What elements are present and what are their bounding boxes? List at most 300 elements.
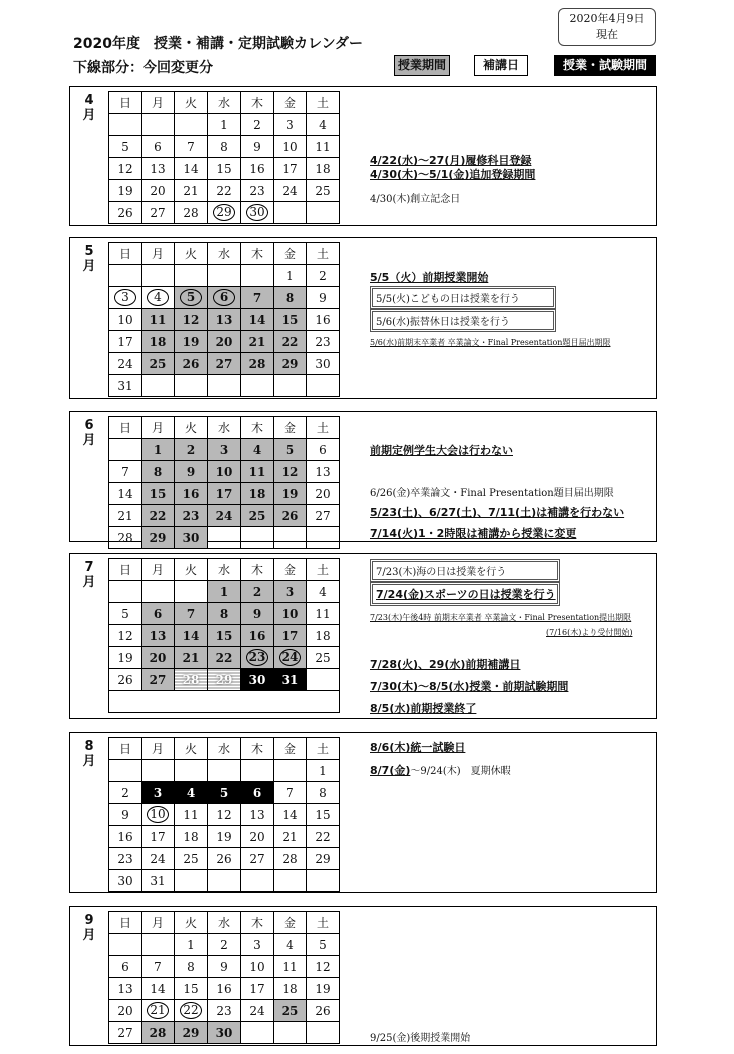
day-cell: 22 [142, 505, 175, 527]
weekday-header: 水 [208, 243, 241, 265]
day-cell: 23 [208, 1000, 241, 1022]
day-cell: 30 [307, 353, 340, 375]
month-label: 8月 [82, 739, 96, 769]
note: 4/30(木)創立記念日 [370, 194, 461, 205]
day-cell: 24 [208, 505, 241, 527]
note: 8/6(木)統一試験日 [370, 741, 466, 754]
day-cell: 2 [241, 581, 274, 603]
empty-cell [241, 527, 274, 549]
day-cell: 9 [109, 804, 142, 826]
day-cell: 17 [274, 625, 307, 647]
weekday-header: 木 [241, 738, 274, 760]
day-cell: 12 [175, 309, 208, 331]
weekday-header: 金 [274, 243, 307, 265]
day-cell [208, 202, 241, 224]
weekday-header: 金 [274, 738, 307, 760]
day-cell: 9 [241, 603, 274, 625]
day-cell: 25 [175, 848, 208, 870]
day-cell: 25 [274, 1000, 307, 1022]
weekday-header: 土 [307, 912, 340, 934]
empty-cell [241, 1022, 274, 1044]
note: 4/22(水)～27(月)履修科目登録 [370, 154, 532, 167]
weekday-header: 土 [307, 738, 340, 760]
day-cell: 6 [241, 782, 274, 804]
day-cell: 23 [241, 180, 274, 202]
day-cell: 10 [274, 603, 307, 625]
weekday-header: 土 [307, 417, 340, 439]
calendar-grid [108, 242, 340, 397]
day-cell: 7 [142, 956, 175, 978]
day-cell: 7 [175, 136, 208, 158]
day-cell: 6 [109, 956, 142, 978]
day-cell: 29 [307, 848, 340, 870]
day-cell: 15 [175, 978, 208, 1000]
day-cell: 10 [241, 956, 274, 978]
day-cell: 9 [307, 287, 340, 309]
empty-cell [241, 760, 274, 782]
day-cell: 14 [175, 625, 208, 647]
day-cell: 19 [208, 826, 241, 848]
day-cell: 3 [274, 581, 307, 603]
notes-september [370, 907, 656, 1045]
empty-cell [274, 202, 307, 224]
day-cell: 30 [241, 669, 274, 691]
day-cell: 12 [208, 804, 241, 826]
day-cell: 15 [142, 483, 175, 505]
weekday-header: 火 [175, 559, 208, 581]
day-cell: 29 [142, 527, 175, 549]
empty-cell [274, 375, 307, 397]
day-cell: 16 [241, 625, 274, 647]
day-cell: 20 [241, 826, 274, 848]
empty-cell [307, 1022, 340, 1044]
empty-cell [175, 114, 208, 136]
day-cell: 14 [274, 804, 307, 826]
day-cell: 9 [241, 136, 274, 158]
day-cell: 1 [175, 934, 208, 956]
day-cell: 21 [175, 180, 208, 202]
day-cell: 11 [175, 804, 208, 826]
day-cell: 21 [274, 826, 307, 848]
day-cell: 24 [142, 848, 175, 870]
circled-day: 24 [279, 649, 301, 666]
calendar-grid [108, 737, 340, 892]
note: 7/24(金)スポーツの日は授業を行う [370, 582, 560, 606]
day-cell: 2 [241, 114, 274, 136]
day-cell: 5 [109, 136, 142, 158]
day-cell: 4 [307, 114, 340, 136]
day-cell: 26 [175, 353, 208, 375]
day-cell: 10 [208, 461, 241, 483]
empty-cell [307, 669, 340, 691]
day-cell: 25 [241, 505, 274, 527]
weekday-header: 日 [109, 92, 142, 114]
day-cell: 26 [307, 1000, 340, 1022]
empty-row [109, 691, 340, 713]
day-cell: 8 [208, 136, 241, 158]
day-cell: 11 [307, 136, 340, 158]
day-cell: 7 [109, 461, 142, 483]
day-cell: 10 [109, 309, 142, 331]
day-cell: 14 [142, 978, 175, 1000]
day-cell: 9 [175, 461, 208, 483]
weekday-header: 月 [142, 912, 175, 934]
empty-cell [142, 114, 175, 136]
day-cell: 7 [175, 603, 208, 625]
day-cell: 26 [109, 669, 142, 691]
month-june [69, 411, 657, 545]
day-cell: 1 [208, 114, 241, 136]
note: 4/30(木)～5/1(金)追加登録期間 [370, 168, 536, 181]
note: (7/16(木)より受付開始) [546, 628, 633, 637]
empty-cell [274, 760, 307, 782]
day-cell: 19 [109, 647, 142, 669]
day-cell: 18 [175, 826, 208, 848]
day-cell: 13 [142, 158, 175, 180]
note: 7/28(火)、29(水)前期補講日 [370, 658, 521, 671]
day-cell: 15 [208, 158, 241, 180]
empty-cell [307, 527, 340, 549]
day-cell: 28 [175, 202, 208, 224]
empty-cell [274, 870, 307, 892]
day-cell: 27 [208, 353, 241, 375]
day-cell: 15 [208, 625, 241, 647]
day-cell: 8 [208, 603, 241, 625]
note: 5/6(水)前期末卒業者 卒業論文・Final Presentation題目届出期限 [370, 338, 611, 347]
day-cell: 6 [307, 439, 340, 461]
day-cell: 7 [241, 287, 274, 309]
day-cell [175, 287, 208, 309]
weekday-header: 月 [142, 559, 175, 581]
day-cell: 8 [142, 461, 175, 483]
day-cell: 20 [142, 180, 175, 202]
day-cell: 25 [142, 353, 175, 375]
empty-cell [109, 581, 142, 603]
note: 8/5(水)前期授業終了 [370, 702, 477, 715]
note: 5/6(水)振替休日は授業を行う [370, 309, 556, 332]
weekday-header: 月 [142, 738, 175, 760]
weekday-header: 火 [175, 417, 208, 439]
calendar-grid [108, 416, 340, 549]
empty-cell [109, 114, 142, 136]
month-august [69, 732, 657, 893]
empty-cell [142, 760, 175, 782]
empty-cell [109, 439, 142, 461]
date-line: 2020年4月9日 [569, 12, 645, 25]
empty-cell [307, 870, 340, 892]
day-cell: 26 [274, 505, 307, 527]
day-cell: 11 [241, 461, 274, 483]
note: 7/14(火)1・2時限は補講から授業に変更 [370, 527, 577, 540]
notes-may [370, 238, 656, 398]
day-cell: 26 [208, 848, 241, 870]
day-cell: 24 [274, 180, 307, 202]
weekday-header: 土 [307, 559, 340, 581]
weekday-header: 水 [208, 738, 241, 760]
day-cell: 6 [142, 136, 175, 158]
empty-cell [175, 265, 208, 287]
day-cell: 1 [274, 265, 307, 287]
note-text: ～9/24(木) 夏期休暇 [410, 766, 511, 777]
weekday-header: 土 [307, 243, 340, 265]
day-cell: 17 [241, 978, 274, 1000]
day-cell: 15 [274, 309, 307, 331]
day-cell: 18 [241, 483, 274, 505]
day-cell: 16 [241, 158, 274, 180]
page-title: 2020年度 授業・補講・定期試験カレンダー [73, 36, 364, 52]
empty-cell [208, 527, 241, 549]
day-cell: 15 [307, 804, 340, 826]
day-cell: 16 [208, 978, 241, 1000]
weekday-header: 火 [175, 738, 208, 760]
day-cell: 22 [307, 826, 340, 848]
day-cell: 14 [109, 483, 142, 505]
day-cell: 3 [208, 439, 241, 461]
legend-class-period: 授業期間 [394, 55, 450, 76]
day-cell: 18 [307, 625, 340, 647]
empty-cell [274, 1022, 307, 1044]
page-subtitle: 下線部分：今回変更分 [73, 60, 213, 76]
note: 5/23(土)、6/27(土)、7/11(土)は補講を行わない [370, 506, 625, 519]
day-cell: 28 [109, 527, 142, 549]
day-cell: 20 [208, 331, 241, 353]
day-cell: 2 [109, 782, 142, 804]
day-cell: 13 [109, 978, 142, 1000]
circled-day: 6 [213, 289, 235, 306]
day-cell: 27 [142, 202, 175, 224]
day-cell: 27 [241, 848, 274, 870]
empty-cell [241, 870, 274, 892]
day-cell: 13 [241, 804, 274, 826]
circled-day: 29 [213, 204, 235, 221]
day-cell: 5 [274, 439, 307, 461]
notes-june [370, 412, 656, 541]
day-cell [241, 647, 274, 669]
notes-august [370, 733, 656, 892]
circled-day: 3 [114, 289, 136, 306]
day-cell: 11 [142, 309, 175, 331]
day-cell: 8 [175, 956, 208, 978]
empty-cell [241, 265, 274, 287]
day-cell: 30 [175, 527, 208, 549]
day-cell: 8 [274, 287, 307, 309]
day-cell: 25 [307, 180, 340, 202]
empty-cell [307, 375, 340, 397]
day-cell: 20 [109, 1000, 142, 1022]
weekday-header: 木 [241, 559, 274, 581]
day-cell: 12 [274, 461, 307, 483]
day-cell: 29 [208, 669, 241, 691]
circled-day: 5 [180, 289, 202, 306]
note: 6/26(金)卒業論文・Final Presentation題目届出期限 [370, 488, 614, 499]
day-cell: 24 [109, 353, 142, 375]
day-cell [142, 287, 175, 309]
weekday-header: 日 [109, 417, 142, 439]
empty-cell [142, 265, 175, 287]
day-cell: 4 [175, 782, 208, 804]
weekday-header: 木 [241, 92, 274, 114]
day-cell: 28 [241, 353, 274, 375]
day-cell: 31 [274, 669, 307, 691]
day-cell: 2 [208, 934, 241, 956]
day-cell: 16 [307, 309, 340, 331]
day-cell: 6 [142, 603, 175, 625]
circled-day: 4 [147, 289, 169, 306]
weekday-header: 日 [109, 243, 142, 265]
day-cell: 1 [307, 760, 340, 782]
day-cell: 5 [208, 782, 241, 804]
note: 7/23(木)海の日は授業を行う [370, 559, 560, 582]
day-cell: 12 [109, 625, 142, 647]
day-cell: 17 [274, 158, 307, 180]
day-cell: 31 [142, 870, 175, 892]
weekday-header: 水 [208, 912, 241, 934]
day-cell [142, 804, 175, 826]
day-cell [208, 287, 241, 309]
day-cell: 22 [208, 647, 241, 669]
day-cell: 30 [208, 1022, 241, 1044]
month-label: 9月 [82, 913, 96, 943]
circled-day: 22 [180, 1002, 202, 1019]
weekday-header: 水 [208, 417, 241, 439]
weekday-header: 火 [175, 912, 208, 934]
calendar-grid [108, 558, 340, 713]
day-cell: 30 [109, 870, 142, 892]
empty-cell [208, 760, 241, 782]
day-cell: 23 [109, 848, 142, 870]
empty-cell [175, 375, 208, 397]
weekday-header: 金 [274, 912, 307, 934]
day-cell: 8 [307, 782, 340, 804]
day-cell: 19 [175, 331, 208, 353]
empty-cell [208, 375, 241, 397]
day-cell: 13 [208, 309, 241, 331]
day-cell: 20 [142, 647, 175, 669]
note: 9/25(金)後期授業開始 [370, 1033, 471, 1044]
weekday-header: 木 [241, 912, 274, 934]
day-cell: 14 [175, 158, 208, 180]
note: 5/5(火)こどもの日は授業を行う [370, 286, 556, 309]
day-cell: 3 [274, 114, 307, 136]
day-cell: 11 [307, 603, 340, 625]
empty-cell [109, 265, 142, 287]
note: 7/30(木)～8/5(水)授業・前期試験期間 [370, 680, 569, 693]
weekday-header: 木 [241, 417, 274, 439]
day-cell: 29 [175, 1022, 208, 1044]
month-label: 5月 [82, 244, 96, 274]
day-cell: 3 [241, 934, 274, 956]
day-cell: 2 [175, 439, 208, 461]
month-label: 6月 [82, 418, 96, 448]
day-cell: 17 [208, 483, 241, 505]
day-cell: 18 [142, 331, 175, 353]
day-cell: 9 [208, 956, 241, 978]
day-cell: 19 [307, 978, 340, 1000]
weekday-header: 月 [142, 417, 175, 439]
day-cell: 4 [274, 934, 307, 956]
day-cell: 22 [274, 331, 307, 353]
legend-exam-period: 授業・試験期間 [554, 55, 656, 76]
note-highlight: 8/7(金) [370, 764, 411, 777]
empty-cell [142, 375, 175, 397]
day-cell: 14 [241, 309, 274, 331]
weekday-header: 日 [109, 738, 142, 760]
weekday-header: 火 [175, 243, 208, 265]
day-cell: 21 [109, 505, 142, 527]
day-cell: 28 [274, 848, 307, 870]
day-cell: 13 [142, 625, 175, 647]
day-cell [274, 647, 307, 669]
empty-cell [307, 202, 340, 224]
weekday-header: 水 [208, 92, 241, 114]
empty-cell [175, 581, 208, 603]
date-status: 現在 [596, 28, 618, 41]
day-cell [109, 287, 142, 309]
note [370, 762, 511, 778]
empty-cell [208, 265, 241, 287]
calendar-grid [108, 911, 340, 1044]
day-cell: 28 [175, 669, 208, 691]
day-cell: 26 [109, 202, 142, 224]
circled-day: 10 [147, 806, 169, 823]
day-cell: 19 [274, 483, 307, 505]
day-cell: 24 [241, 1000, 274, 1022]
empty-cell [142, 934, 175, 956]
weekday-header: 金 [274, 417, 307, 439]
day-cell: 5 [109, 603, 142, 625]
day-cell: 1 [142, 439, 175, 461]
day-cell: 17 [142, 826, 175, 848]
day-cell: 4 [307, 581, 340, 603]
weekday-header: 金 [274, 92, 307, 114]
month-label: 7月 [82, 560, 96, 590]
day-cell: 25 [307, 647, 340, 669]
day-cell: 5 [307, 934, 340, 956]
empty-cell [175, 760, 208, 782]
day-cell: 27 [109, 1022, 142, 1044]
weekday-header: 水 [208, 559, 241, 581]
legend-makeup-day: 補講日 [474, 55, 528, 76]
empty-cell [175, 870, 208, 892]
day-cell: 1 [208, 581, 241, 603]
day-cell: 12 [307, 956, 340, 978]
weekday-header: 日 [109, 559, 142, 581]
weekday-header: 月 [142, 243, 175, 265]
day-cell: 21 [241, 331, 274, 353]
day-cell: 28 [142, 1022, 175, 1044]
day-cell: 23 [175, 505, 208, 527]
month-label: 4月 [82, 93, 96, 123]
day-cell: 7 [274, 782, 307, 804]
calendar-grid [108, 91, 340, 224]
month-september [69, 906, 657, 1046]
weekday-header: 木 [241, 243, 274, 265]
day-cell: 27 [307, 505, 340, 527]
day-cell: 20 [307, 483, 340, 505]
day-cell: 18 [307, 158, 340, 180]
date-box [558, 8, 656, 46]
day-cell: 19 [109, 180, 142, 202]
weekday-header: 日 [109, 912, 142, 934]
day-cell: 21 [175, 647, 208, 669]
day-cell [175, 1000, 208, 1022]
empty-cell [241, 375, 274, 397]
day-cell: 11 [274, 956, 307, 978]
day-cell: 2 [307, 265, 340, 287]
day-cell: 13 [307, 461, 340, 483]
note: 5/5（火）前期授業開始 [370, 271, 489, 284]
day-cell: 31 [109, 375, 142, 397]
